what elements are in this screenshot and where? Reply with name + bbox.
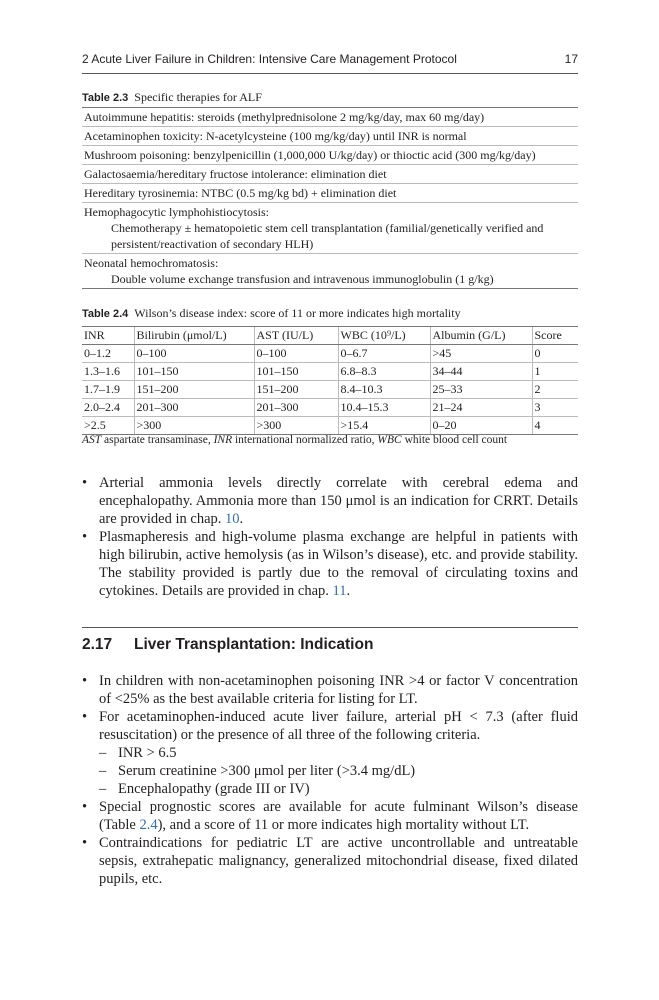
table-cell: 8.4–10.3: [338, 381, 430, 399]
section-rule: [82, 627, 578, 628]
hlh-detail: Chemotherapy ± hematopoietic stem cell transplantation (familial/genetically verified and persistent/reactivation of secondary HLH): [111, 221, 544, 251]
section-number: 2.17: [82, 636, 113, 653]
bullet-contraindications-text: Contraindications for pediatric LT are active uncontrollable and untreatable sepsis, extrahepatic malignancy, generalized mitochondrial disease, fixed dilated pupils, etc.: [99, 835, 578, 887]
therapy-row-neonatal: [82, 254, 578, 288]
table-cell: >300: [254, 417, 338, 435]
table-2-4-caption-text: Wilson’s disease index: score of 11 or more indicates high mortality: [134, 306, 461, 320]
chapter-10-link[interactable]: 10: [225, 511, 240, 527]
table-2-3-label: Table 2.3: [82, 92, 129, 104]
table-cell: 1.7–1.9: [82, 381, 134, 399]
header-inr: INR: [82, 327, 134, 345]
table-header-row: [82, 327, 578, 345]
table-cell: 0–20: [430, 417, 532, 435]
table-2-3-caption-text: Specific therapies for ALF: [134, 90, 262, 104]
bullet-contraindications: [82, 834, 578, 888]
dash-icon: –: [99, 745, 107, 761]
table-2-4-label: Table 2.4: [82, 308, 129, 320]
neonatal-heading: Neonatal hemochromatosis:: [84, 256, 219, 270]
table-2-4-footnote: [82, 432, 578, 448]
footnote-ast: aspartate transaminase,: [104, 434, 211, 446]
table-row: [82, 381, 578, 399]
header-ast: AST (IU/L): [254, 327, 338, 345]
therapy-row-autoimmune: Autoimmune hepatitis: steroids (methylprednisolone 2 mg/kg/day, max 60 mg/day): [82, 108, 578, 127]
criterion-creatinine-text: Serum creatinine >300 μmol per liter (>3.4 mg/dL): [118, 763, 416, 779]
header-bilirubin: Bilirubin (μmol/L): [134, 327, 254, 345]
table-cell: 0–1.2: [82, 345, 134, 363]
criterion-inr-text: INR > 6.5: [118, 745, 177, 761]
chapter-11-link[interactable]: 11: [332, 583, 347, 599]
table-cell: 6.8–8.3: [338, 363, 430, 381]
table-row: [82, 399, 578, 417]
header-score: Score: [532, 327, 578, 345]
table-cell: 1: [532, 363, 578, 381]
table-cell: 10.4–15.3: [338, 399, 430, 417]
table-cell: 2.0–2.4: [82, 399, 134, 417]
therapy-row-acetaminophen: Acetaminophen toxicity: N-acetylcysteine (100 mg/kg/day) until INR is normal: [82, 127, 578, 146]
table-cell: 201–300: [134, 399, 254, 417]
bullet-acetaminophen-text: For acetaminophen-induced acute liver failure, arterial pH < 7.3 (after fluid resuscitation) or the presence of all three of the following criteria.: [99, 709, 578, 743]
bullet-icon: •: [82, 799, 88, 815]
table-cell: 151–200: [254, 381, 338, 399]
neonatal-detail: Double volume exchange transfusion and intravenous immunoglobulin (1 g/kg): [111, 272, 494, 286]
table-cell: 3: [532, 399, 578, 417]
table-cell: >300: [134, 417, 254, 435]
bullet-icon: •: [82, 709, 88, 725]
table-cell: >2.5: [82, 417, 134, 435]
bullet-icon: •: [82, 673, 88, 689]
chapter-title: 2 Acute Liver Failure in Children: Intensive Care Management Protocol: [82, 52, 457, 66]
table-row: [82, 345, 578, 363]
bullet-acetaminophen: [82, 708, 578, 744]
bullet-ammonia-text: Arterial ammonia levels directly correlate with cerebral edema and encephalopathy. Ammonia more than 150 μmol is an indication for CRRT. Details are provided in chap.: [99, 475, 578, 527]
section-heading: [82, 634, 578, 656]
dash-icon: –: [99, 763, 107, 779]
hlh-heading: Hemophagocytic lymphohistiocytosis:: [84, 205, 269, 219]
bullet-non-acetaminophen: [82, 672, 578, 708]
table-cell: 0–100: [134, 345, 254, 363]
table-cell: 1.3–1.6: [82, 363, 134, 381]
footnote-inr: international normalized ratio,: [234, 434, 375, 446]
table-cell: 101–150: [134, 363, 254, 381]
bullet-plasmapheresis-text: Plasmapheresis and high-volume plasma exchange are helpful in patients with high bilirubin, active hemolysis (as in Wilson’s disease), etc. and provide stability. The stability provided is partly due to the removal of circulating toxins and cytokines. Details are provided in chap.: [99, 529, 578, 599]
table-cell: >15.4: [338, 417, 430, 435]
table-cell: 0–100: [254, 345, 338, 363]
bullet-wilson: [82, 798, 578, 834]
table-cell: 2: [532, 381, 578, 399]
footnote-wbc: white blood cell count: [404, 434, 508, 446]
header-wbc: WBC (10⁹/L): [338, 327, 430, 345]
header-rule: [82, 73, 578, 74]
criterion-inr: [82, 744, 578, 762]
page-number: 17: [564, 52, 578, 66]
therapy-row-mushroom: Mushroom poisoning: benzylpenicillin (1,000,000 U/kg/day) or thioctic acid (300 mg/kg/day): [82, 146, 578, 165]
section-title: Liver Transplantation: Indication: [134, 636, 374, 653]
table-2-4: [82, 326, 578, 435]
therapy-row-hlh: [82, 203, 578, 254]
table-cell: 151–200: [134, 381, 254, 399]
footnote-wbc-abbr: WBC: [377, 434, 402, 446]
bullet-ammonia: • Arterial ammonia levels directly correlate with cerebral edema and encephalopathy. Ammonia more than 150 μmol is an indication for CRRT. Details are provided in chap. 10.: [82, 475, 578, 527]
table-row: [82, 363, 578, 381]
bullet-icon: •: [82, 529, 88, 545]
dash-icon: –: [99, 781, 107, 797]
table-cell: 0: [532, 345, 578, 363]
table-cell: 0–6.7: [338, 345, 430, 363]
table-cell: 101–150: [254, 363, 338, 381]
bullet-wilson-after: ), and a score of 11 or more indicates high mortality without LT.: [157, 817, 530, 833]
footnote-inr-abbr: INR: [213, 434, 233, 446]
table-2-3: [82, 107, 578, 289]
footnote-ast-abbr: AST: [82, 434, 102, 446]
table-cell: 4: [532, 417, 578, 435]
bullet-icon: •: [82, 475, 88, 491]
criterion-encephalopathy-text: Encephalopathy (grade III or IV): [118, 781, 310, 797]
bullet-wilson-before: Special prognostic scores are available for acute fulminant Wilson’s disease (Table: [99, 799, 578, 833]
header-albumin: Albumin (G/L): [430, 327, 532, 345]
table-cell: 25–33: [430, 381, 532, 399]
table-cell: 201–300: [254, 399, 338, 417]
running-head: [82, 50, 578, 68]
bullet-list-top: [82, 474, 578, 600]
criterion-creatinine: [82, 762, 578, 780]
table-2-3-caption: [82, 89, 578, 106]
criterion-encephalopathy: [82, 780, 578, 798]
therapy-row-galactosaemia: Galactosaemia/hereditary fructose intolerance: elimination diet: [82, 165, 578, 184]
table-cell: >45: [430, 345, 532, 363]
table-cell: 34–44: [430, 363, 532, 381]
table-2-4-caption: [82, 305, 578, 322]
table-cell: 21–24: [430, 399, 532, 417]
bullet-list-lt: [82, 672, 578, 888]
bullet-non-acetaminophen-text: In children with non-acetaminophen poisoning INR >4 or factor V concentration of <25% as the best available criteria for listing for LT.: [99, 673, 578, 707]
bullet-plasmapheresis: • Plasmapheresis and high-volume plasma exchange are helpful in patients with high bilirubin, active hemolysis (as in Wilson’s disease), etc. and provide stability. The stability provided is partly due to the removal of circulating toxins and cytokines. Details are provided in chap. 11.: [82, 529, 578, 599]
therapy-row-tyrosinemia: Hereditary tyrosinemia: NTBC (0.5 mg/kg bd) + elimination diet: [82, 184, 578, 203]
bullet-icon: •: [82, 835, 88, 851]
table-2-4-link[interactable]: 2.4: [139, 817, 158, 833]
